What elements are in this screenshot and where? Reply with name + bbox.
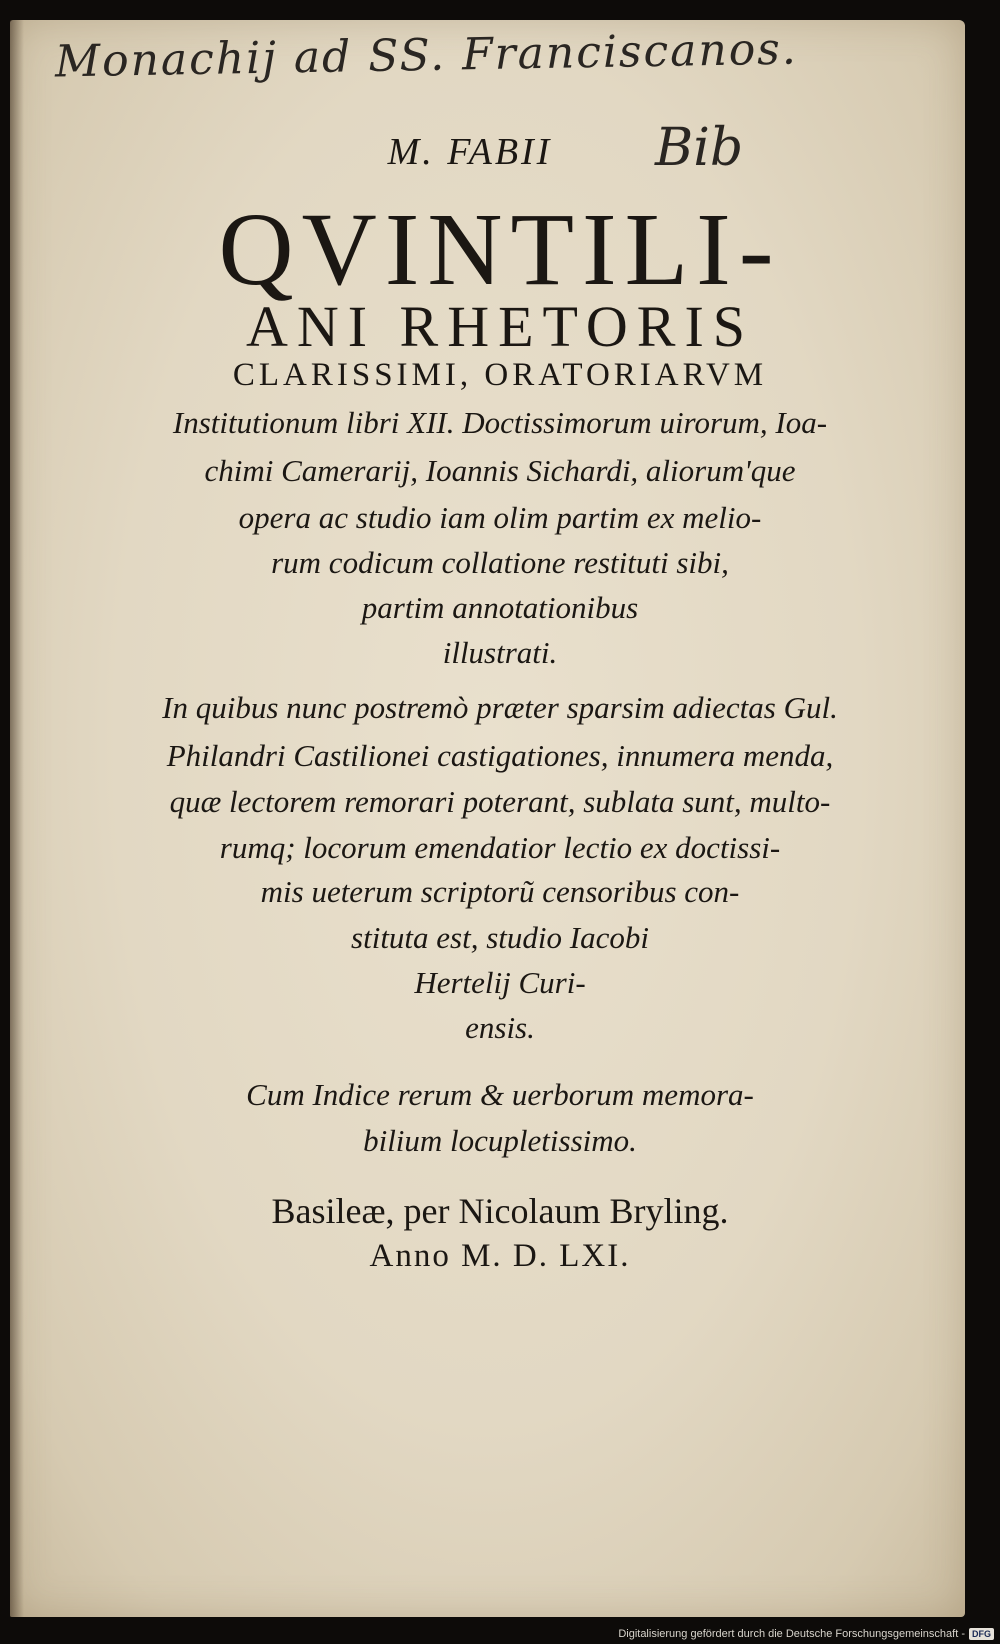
text-line: quæ lectorem remorari poterant, sublata sunt, multo- xyxy=(169,784,831,819)
text-line: rumq; locorum emendatior lectio ex doctissi- xyxy=(219,830,781,865)
text-line: opera ac studio iam olim partim ex melio- xyxy=(238,500,762,535)
author-prename: M. FABII xyxy=(387,131,553,173)
title-name-line-2: ANI RHETORIS xyxy=(245,294,755,359)
imprint: Basileæ, per Nicolaum Bryling. xyxy=(271,1191,729,1231)
text-line: rum codicum collatione restituti sibi, xyxy=(271,545,729,580)
text-line: Cum Indice rerum & uerborum memora- xyxy=(246,1077,754,1112)
text-line: chimi Camerarij, Ioannis Sichardi, aliorum'que xyxy=(204,453,796,488)
title-name-line: QVINTILI- xyxy=(218,192,782,307)
text-line: bilium locupletissimo. xyxy=(363,1123,637,1158)
handwritten-mark: Bib xyxy=(655,118,744,178)
text-line: Philandri Castilionei castigationes, innumera menda, xyxy=(166,738,834,773)
imprint-year: Anno M. D. LXI. xyxy=(369,1238,631,1274)
text-line: In quibus nunc postremò præter sparsim adiectas Gul. xyxy=(162,690,838,725)
handwritten-inscription: Monachij ad SS. Franciscanos. xyxy=(54,23,799,88)
text-line: stituta est, studio Iacobi xyxy=(351,920,649,955)
text-line: Hertelij Curi- xyxy=(414,965,586,1000)
text-line: Institutionum libri XII. Doctissimorum uirorum, Ioa- xyxy=(172,405,828,440)
dfg-logo: DFG xyxy=(969,1628,994,1640)
credit-text: Digitalisierung gefördert durch die Deutsche Forschungsgemeinschaft - xyxy=(618,1628,965,1640)
title-clarissimi-line: CLARISSIMI, ORATORIARVM xyxy=(232,357,768,393)
digitization-credit xyxy=(618,1628,994,1640)
text-line: partim annotationibus xyxy=(361,590,639,625)
text-line: illustrati. xyxy=(442,635,558,670)
text-line: ensis. xyxy=(465,1010,535,1045)
text-line: mis ueterum scriptorũ censoribus con- xyxy=(260,874,740,909)
